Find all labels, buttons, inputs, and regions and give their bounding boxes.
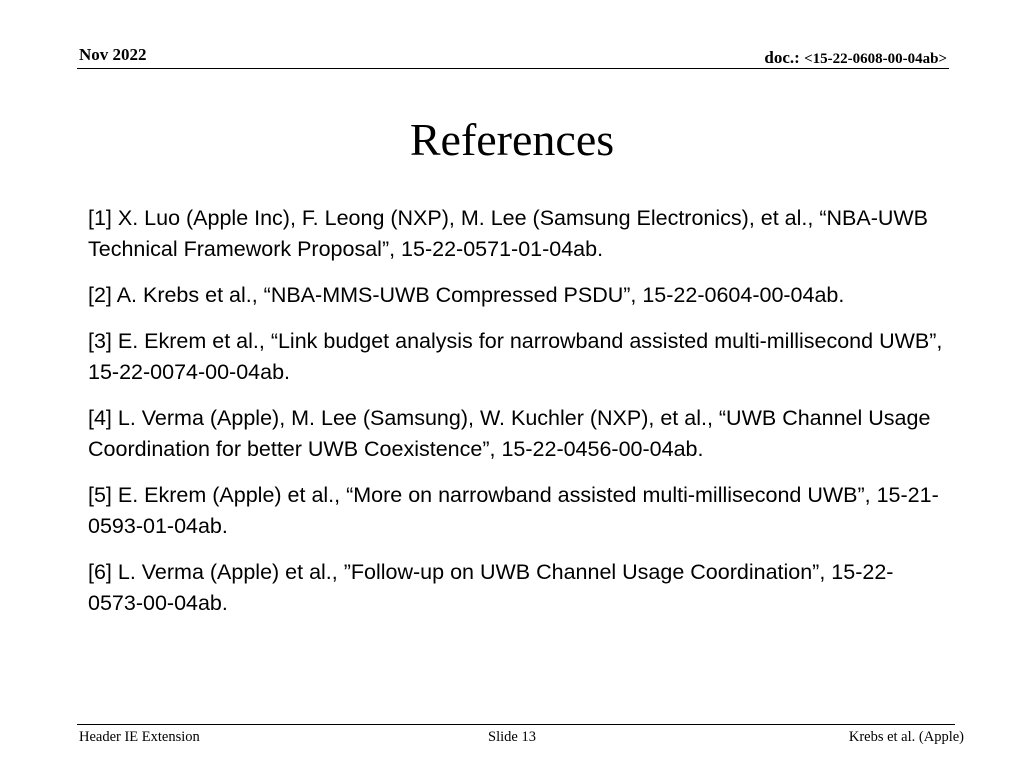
footer-divider [77, 724, 955, 725]
reference-item-6: [6] L. Verma (Apple) et al., ”Follow-up on UWB Channel Usage Coordination”, 15-22-0573-00-04ab. [88, 560, 894, 615]
header-divider [77, 68, 949, 69]
header-doc-number: <15-22-0608-00-04ab> [804, 51, 947, 67]
header-doc-label: doc.: [764, 48, 805, 67]
slide-title: References [409, 114, 615, 165]
footer-right-text: Krebs et al. (Apple) [848, 729, 964, 745]
footer-left-text: Header IE Extension [79, 729, 200, 745]
header-doc-id [764, 48, 947, 69]
reference-item-5: [5] E. Ekrem (Apple) et al., “More on narrowband assisted multi-millisecond UWB”, 15-21-0593-01-04ab. [88, 483, 939, 538]
reference-item-2: [2] A. Krebs et al., “NBA-MMS-UWB Compressed PSDU”, 15-22-0604-00-04ab. [88, 283, 845, 307]
reference-item-4: [4] L. Verma (Apple), M. Lee (Samsung), W. Kuchler (NXP), et al., “UWB Channel Usage Coordination for better UWB Coexistence”, 15-22-0456-00-04ab. [88, 406, 931, 461]
reference-item-1: [1] X. Luo (Apple Inc), F. Leong (NXP), M. Lee (Samsung Electronics), et al., “NBA-UWB Technical Framework Proposal”, 15-22-0571-01-04ab. [88, 206, 929, 261]
footer-slide-number: Slide 13 [488, 729, 536, 745]
reference-item-3: [3] E. Ekrem et al., “Link budget analysis for narrowband assisted multi-millisecond UWB”, 15-22-0074-00-04ab. [88, 329, 943, 384]
header-date: Nov 2022 [79, 45, 147, 64]
reference-list [88, 203, 948, 634]
